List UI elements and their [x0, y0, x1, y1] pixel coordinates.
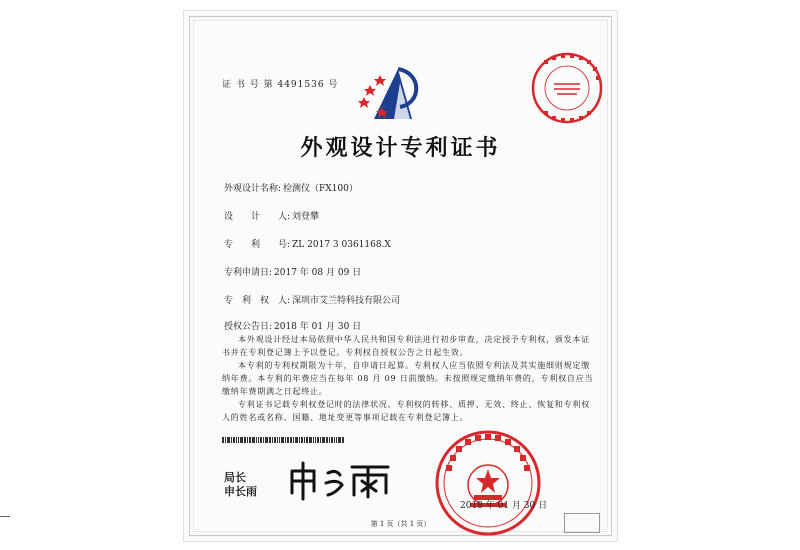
- design-name-value: 检测仪（FX100）: [283, 184, 358, 194]
- body-paragraph-3: 专利证书记载专利权登记时的法律状况。专利权的转移、质押、无效、终止、恢复和专利权人的姓名或名称、国籍、地址变更等事项记载在专利登记簿上。: [222, 400, 590, 422]
- design-name-row: [224, 181, 358, 194]
- certificate-paper: [183, 10, 618, 542]
- signature-date: 2018 年 01 月 30 日: [460, 501, 548, 511]
- certificate-number-label: 证 书 号: [222, 80, 260, 90]
- apply-date-row: [224, 265, 361, 278]
- patent-number-value: ZL 2017 3 0361168.X: [292, 240, 391, 250]
- body-paragraph-2: 本专利的专利权期限为十年，自申请日起算。专利权人应当依照专利法及其实施细则规定缴纳年费。本专利的年费应当在每年 08 月 09 日前缴纳。未按照规定缴纳年费的，专利权自应当缴纳年费期满之日起终止。: [222, 361, 594, 396]
- director-title: 局长: [224, 471, 246, 484]
- barcode-icon: [222, 437, 386, 443]
- body-paragraph-1: 本外观设计经过本局依照中华人民共和国专利法进行初步审查，决定授予专利权，颁发本证书并在专利登记簿上予以登记。专利权自授权公告之日起生效。: [222, 335, 590, 357]
- patent-number-row: [224, 237, 391, 250]
- patentee-row: [224, 293, 400, 306]
- grant-date-row: [224, 319, 361, 332]
- designer-label: 设 计 人:: [224, 212, 291, 222]
- page-indicator: 第 1 页（共 1 页）: [370, 520, 431, 528]
- apply-date-label: 专利申请日:: [224, 268, 273, 278]
- patent-number-label: 专 利 号:: [224, 240, 291, 250]
- design-name-label: 外观设计名称:: [224, 184, 282, 194]
- crop-mark: [0, 516, 10, 517]
- certificate-number-value: 第 4491536 号: [263, 80, 339, 90]
- patent-office-logo-icon: [356, 63, 426, 121]
- certificate-body-text: [222, 333, 594, 424]
- special-seal-stamp-icon: [530, 51, 604, 125]
- patentee-label: 专 利 权 人:: [224, 296, 291, 306]
- grant-date-label: 授权公告日:: [224, 322, 273, 332]
- patentee-value: 深圳市艾兰特科技有限公司: [292, 296, 401, 306]
- designer-value: 刘登攀: [292, 212, 320, 222]
- certificate-number: [222, 77, 338, 90]
- certificate-title: 外观设计专利证书: [300, 135, 501, 161]
- director-signature-icon: [284, 459, 394, 501]
- apply-date-value: 2017 年 08 月 09 日: [274, 268, 362, 278]
- director-name: 申长雨: [224, 485, 257, 498]
- grant-date-value: 2018 年 01 月 30 日: [274, 322, 362, 332]
- designer-row: [224, 209, 319, 222]
